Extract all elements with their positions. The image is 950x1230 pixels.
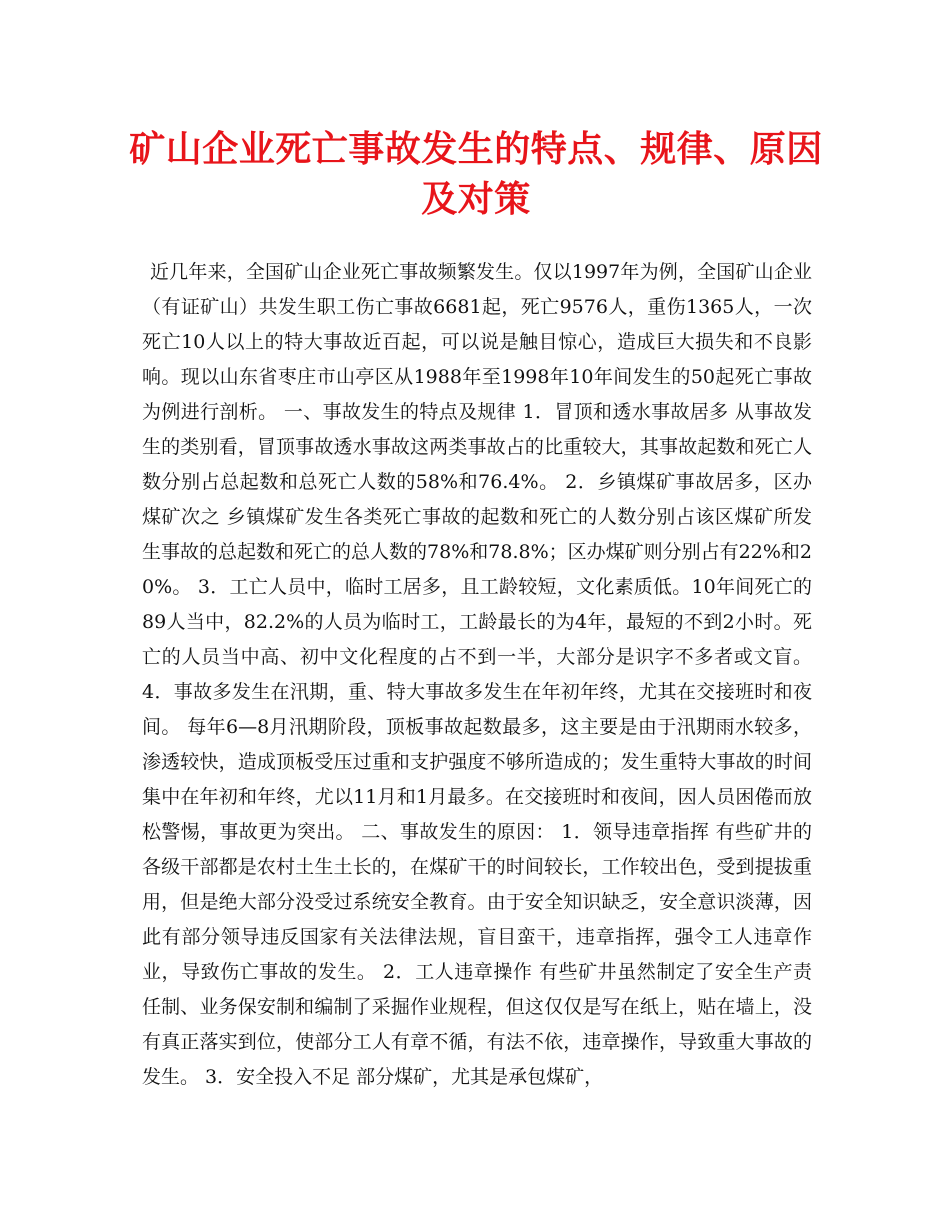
document-title: 矿山企业死亡事故发生的特点、规律、原因及对策 — [129, 128, 823, 220]
document-body-paragraph: 近几年来，全国矿山企业死亡事故频繁发生。仅以1997年为例，全国矿山企业（有证矿山）共发生职工伤亡事故6681起，死亡9576人，重伤1365人，一次死亡10人以上的特大事故近百起，可以说是触目惊心，造成巨大损失和不良影响。现以山东省枣庄市山亭区从1988年至1998年10年间发生的50起死亡事故为例进行剖析。 一、事故发生的特点及规律 1．冒顶和透水事故居多 从事故发生的类别看，冒顶事故透水事故这两类事故占的比重较大，其事故起数和死亡人数分别占总起数和总死亡人数的58%和76.4%。 2．乡镇煤矿事故居多，区办煤矿次之 乡镇煤矿发生各类死亡事故的起数和死亡的人数分别占该区煤矿所发生事故的总起数和死亡的总人数的78%和78.8%；区办煤矿则分别占有22%和20%。 3．工亡人员中，临时工居多，且工龄较短，文化素质低。10年间死亡的89人当中，82.2%的人员为临时工，工龄最长的为4年，最短的不到2小时。死亡的人员当中高、初中文化程度的占不到一半，大部分是识字不多者或文盲。 4．事故多发生在汛期，重、特大事故多发生在年初年终，尤其在交接班时和夜间。 每年6—8月汛期阶段，顶板事故起数最多，这主要是由于汛期雨水较多，渗透较快，造成顶板受压过重和支护强度不够所造成的；发生重特大事故的时间集中在年初和年终，尤以11月和1月最多。在交接班时和夜间，因人员困倦而放松警惕，事故更为突出。 二、事故发生的原因： 1．领导违章指挥 有些矿井的各级干部都是农村土生土长的，在煤矿干的时间较长，工作较出色，受到提拔重用，但是绝大部分没受过系统安全教育。由于安全知识缺乏，安全意识淡薄，因此有部分领导违反国家有关法律法规，盲目蛮干，违章指挥，强令工人违章作业，导致伤亡事故的发生。 2．工人违章操作 有些矿井虽然制定了安全生产责任制、业务保安制和编制了采掘作业规程，但这仅仅是写在纸上，贴在墙上，没有真正落实到位，使部分工人有章不循，有法不依，违章操作，导致重大事故的发生。 3．安全投入不足 部分煤矿，尤其是承包煤矿， — [142, 261, 812, 1088]
